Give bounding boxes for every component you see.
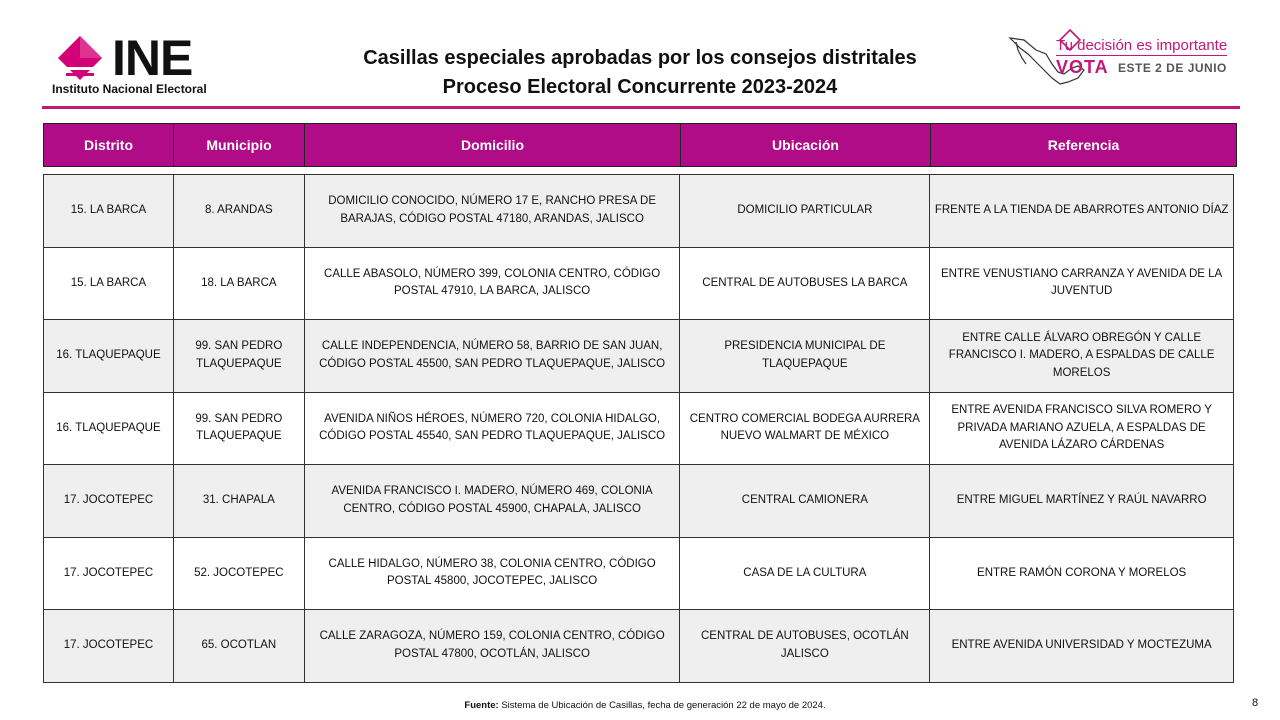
header-divider (42, 106, 1240, 109)
table-row (44, 247, 1234, 320)
cell-referencia: FRENTE A LA TIENDA DE ABARROTES ANTONIO DÍAZ (930, 175, 1234, 247)
column-header-referencia: Referencia (1047, 137, 1120, 153)
source-note (0, 700, 1280, 711)
table-row (44, 392, 1234, 465)
cell-domicilio: CALLE ABASOLO, NÚMERO 399, COLONIA CENTRO, CÓDIGO POSTAL 47910, LA BARCA, JALISCO (305, 248, 681, 320)
cell-referencia: ENTRE CALLE ÁLVARO OBREGÓN Y CALLE FRANCISCO I. MADERO, A ESPALDAS DE CALLE MORELOS (930, 320, 1234, 392)
cell-municipio: 18. LA BARCA (174, 248, 305, 320)
cell-referencia: ENTRE RAMÓN CORONA Y MORELOS (930, 538, 1234, 610)
cell-distrito: 16. TLAQUEPAQUE (44, 393, 174, 465)
ine-diamond-logo-icon (56, 34, 104, 82)
cell-distrito: 17. JOCOTEPEC (44, 538, 174, 610)
cell-domicilio: DOMICILIO CONOCIDO, NÚMERO 17 E, RANCHO PRESA DE BARAJAS, CÓDIGO POSTAL 47180, ARANDAS, JALISCO (305, 175, 681, 247)
cell-ubicacion: CENTRAL CAMIONERA (680, 465, 930, 537)
column-header-ubicacion: Ubicación (681, 124, 931, 166)
cell-distrito: 17. JOCOTEPEC (44, 465, 174, 537)
cell-municipio: 99. SAN PEDRO TLAQUEPAQUE (174, 393, 305, 465)
cell-ubicacion: PRESIDENCIA MUNICIPAL DE TLAQUEPAQUE (680, 320, 930, 392)
cell-referencia: ENTRE AVENIDA FRANCISCO SILVA ROMERO Y PRIVADA MARIANO AZUELA, A ESPALDAS DE AVENIDA LÁZARO CÁRDENAS (930, 393, 1234, 465)
source-label: Fuente: (464, 700, 499, 711)
cell-domicilio: CALLE HIDALGO, NÚMERO 38, COLONIA CENTRO, CÓDIGO POSTAL 45800, JOCOTEPEC, JALISCO (305, 538, 681, 610)
cell-municipio: 65. OCOTLAN (174, 610, 305, 682)
table-header (43, 123, 1237, 167)
table-body (43, 174, 1234, 683)
table-row (44, 464, 1234, 537)
source-text: Sistema de Ubicación de Casillas, fecha de generación 22 de mayo de 2024. (498, 700, 826, 711)
page-number: 8 (1252, 697, 1259, 709)
cell-distrito: 15. LA BARCA (44, 175, 174, 247)
cell-municipio: 31. CHAPALA (174, 465, 305, 537)
title-line-2: Proceso Electoral Concurrente 2023-2024 (442, 76, 838, 98)
table-row (44, 609, 1234, 682)
column-header-distrito: Distrito (44, 124, 174, 166)
page-title (300, 44, 980, 102)
cell-domicilio: CALLE ZARAGOZA, NÚMERO 159, COLONIA CENTRO, CÓDIGO POSTAL 47800, OCOTLÁN, JALISCO (305, 610, 681, 682)
table-row (44, 319, 1234, 392)
title-line-1: Casillas especiales aprobadas por los consejos distritales (363, 47, 917, 69)
cell-ubicacion: CASA DE LA CULTURA (680, 538, 930, 610)
ine-full-name: Instituto Nacional Electoral (52, 82, 207, 96)
cell-ubicacion: CENTRO COMERCIAL BODEGA AURRERA NUEVO WALMART DE MÉXICO (680, 393, 930, 465)
ine-acronym: INE (112, 30, 193, 86)
cell-referencia: ENTRE AVENIDA UNIVERSIDAD Y MOCTEZUMA (930, 610, 1234, 682)
cell-domicilio: CALLE INDEPENDENCIA, NÚMERO 58, BARRIO DE SAN JUAN, CÓDIGO POSTAL 45500, SAN PEDRO TLAQUEPAQUE, JALISCO (305, 320, 681, 392)
ine-logo (50, 30, 220, 100)
cell-referencia: ENTRE MIGUEL MARTÍNEZ Y RAÚL NAVARRO (930, 465, 1234, 537)
cell-ubicacion: CENTRAL DE AUTOBUSES, OCOTLÁN JALISCO (680, 610, 930, 682)
column-header-municipio: Municipio (174, 124, 305, 166)
cell-municipio: 99. SAN PEDRO TLAQUEPAQUE (174, 320, 305, 392)
table-row (44, 537, 1234, 610)
vota-campaign-logo (1006, 20, 1236, 96)
cell-ubicacion: DOMICILIO PARTICULAR (680, 175, 930, 247)
cell-distrito: 17. JOCOTEPEC (44, 610, 174, 682)
cell-distrito: 15. LA BARCA (44, 248, 174, 320)
campaign-vota: VOTA (1056, 57, 1109, 77)
cell-ubicacion: CENTRAL DE AUTOBUSES LA BARCA (680, 248, 930, 320)
cell-referencia: ENTRE VENUSTIANO CARRANZA Y AVENIDA DE LA JUVENTUD (930, 248, 1234, 320)
campaign-date: ESTE 2 DE JUNIO (1118, 61, 1227, 75)
cell-domicilio: AVENIDA NIÑOS HÉROES, NÚMERO 720, COLONIA HIDALGO, CÓDIGO POSTAL 45540, SAN PEDRO TLAQUEPAQUE, JALISCO (305, 393, 681, 465)
cell-domicilio: AVENIDA FRANCISCO I. MADERO, NÚMERO 469, COLONIA CENTRO, CÓDIGO POSTAL 45900, CHAPALA, JALISCO (305, 465, 681, 537)
campaign-tagline: Tu decisión es importante (1056, 37, 1228, 54)
cell-distrito: 16. TLAQUEPAQUE (44, 320, 174, 392)
table-row (44, 174, 1234, 247)
cell-municipio: 8. ARANDAS (174, 175, 305, 247)
column-header-domicilio: Domicilio (305, 124, 681, 166)
cell-municipio: 52. JOCOTEPEC (174, 538, 305, 610)
